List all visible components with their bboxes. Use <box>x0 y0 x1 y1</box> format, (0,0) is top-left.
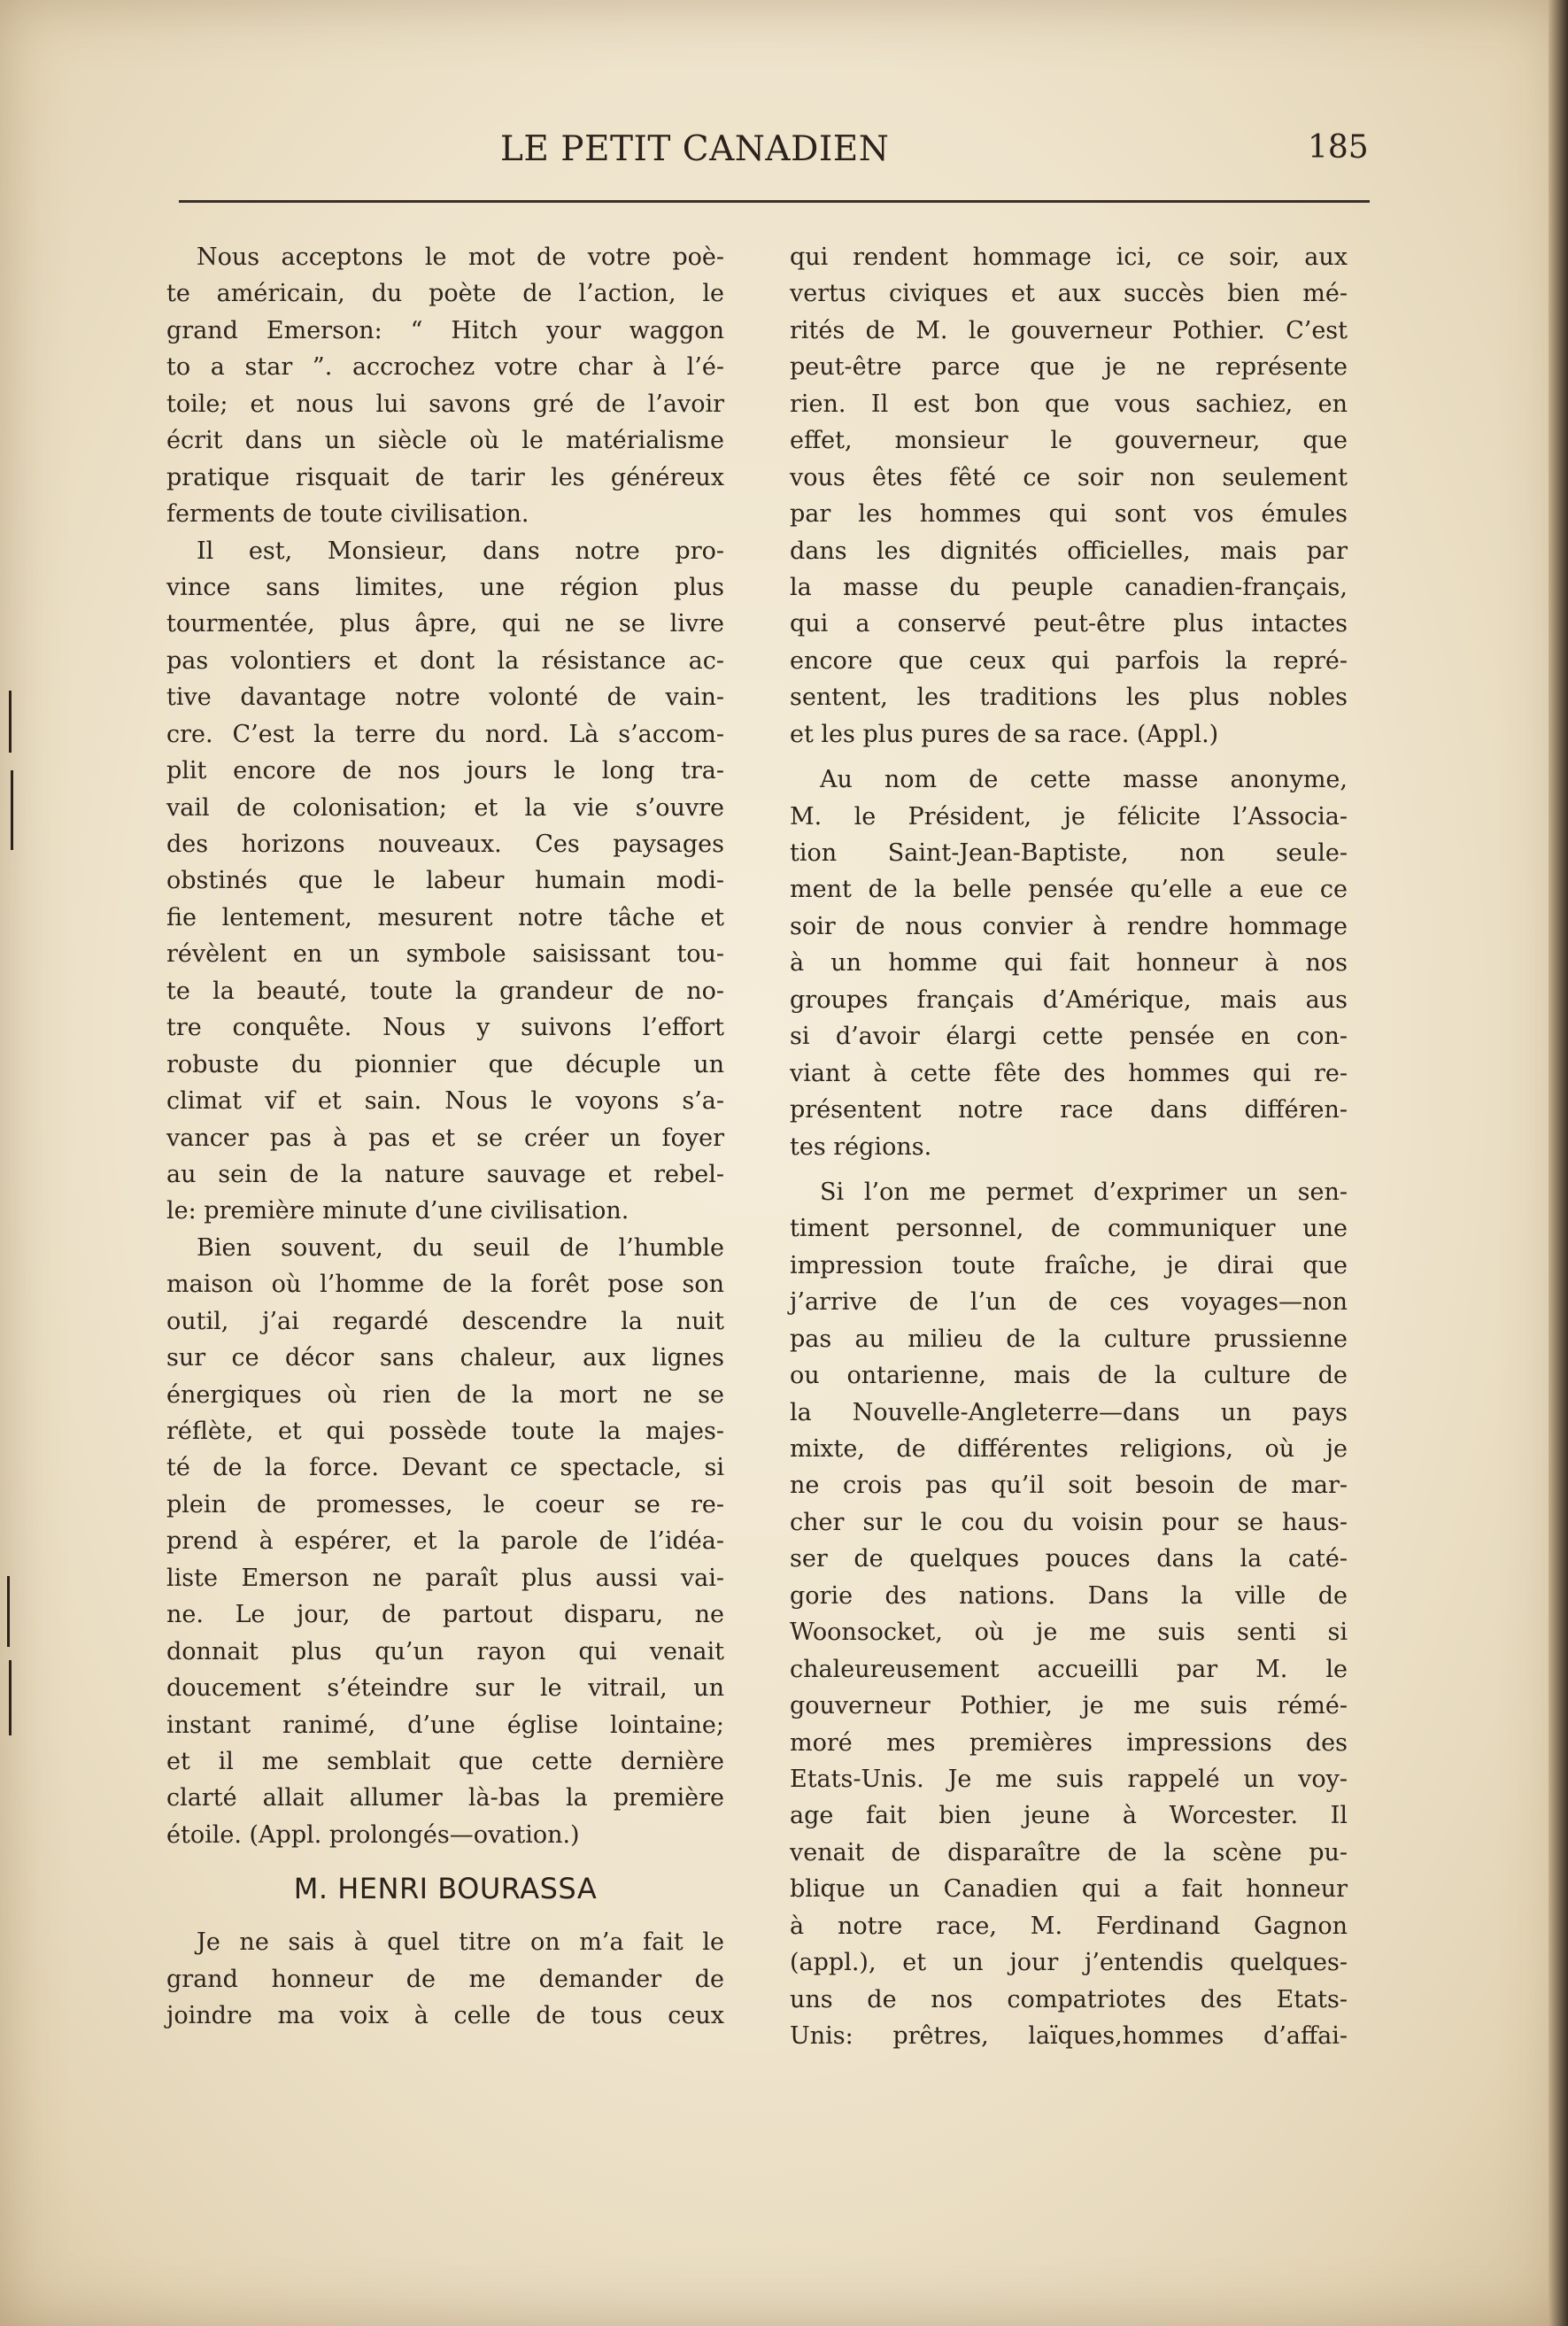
text-line: Bien souvent, du seuil de l’humble <box>197 1233 724 1262</box>
text-line: clarté allait allumer là-bas la première <box>166 1784 724 1812</box>
text-line: M. le Président, je félicite l’Associa- <box>790 802 1348 831</box>
text-line: groupes français d’Amérique, mais aus <box>790 985 1348 1014</box>
text-line: tourmentée, plus âpre, qui ne se livre <box>166 610 724 638</box>
text-line: si d’avoir élargi cette pensée en con- <box>790 1023 1348 1051</box>
text-line: j’arrive de l’un de ces voyages—non <box>790 1288 1348 1317</box>
paragraph <box>166 1230 724 1853</box>
text-line: qui a conservé peut-être plus intactes <box>790 610 1348 638</box>
text-line: joindre ma voix à celle de tous ceux <box>166 2002 724 2030</box>
paragraph <box>166 1924 724 2034</box>
text-line: à un homme qui fait honneur à nos <box>790 949 1348 978</box>
paragraph <box>166 239 724 533</box>
text-line: au sein de la nature sauvage et rebel- <box>166 1160 724 1188</box>
text-line: prend à espérer, et la parole de l’idéa- <box>166 1527 724 1556</box>
text-line: ne. Le jour, de partout disparu, ne <box>166 1601 724 1629</box>
text-line: le: première minute d’une civilisation. <box>166 1197 630 1225</box>
text-line: tive davantage notre volonté de vain- <box>166 684 724 712</box>
text-line: Nous acceptons le mot de votre poè- <box>197 243 724 271</box>
text-line: et les plus pures de sa race. (Appl.) <box>790 720 1219 748</box>
text-line: doucement s’éteindre sur le vitrail, un <box>166 1674 724 1703</box>
text-line: plein de promesses, le coeur se re- <box>166 1490 724 1518</box>
paragraph <box>790 1174 1348 2055</box>
text-line: to a star ”. accrochez votre char à l’é- <box>166 353 724 382</box>
paragraph <box>166 533 724 1230</box>
text-line: plit encore de nos jours le long tra- <box>166 757 724 785</box>
text-line: age fait bien jeune à Worcester. Il <box>790 1802 1348 1830</box>
text-line: et il me semblait que cette dernière <box>166 1747 724 1775</box>
text-line: qui rendent hommage ici, ce soir, aux <box>790 243 1348 271</box>
text-line: présentent notre race dans différen- <box>790 1096 1348 1124</box>
text-line: tion Saint-Jean-Baptiste, non seule- <box>790 839 1348 867</box>
text-line: pas volontiers et dont la résistance ac- <box>166 646 724 675</box>
running-title: LE PETIT CANADIEN <box>500 129 890 169</box>
text-line: uns de nos compatriotes des Etats- <box>790 1985 1348 2013</box>
text-line: tre conquête. Nous y suivons l’effort <box>166 1014 724 1042</box>
text-line: viant à cette fête des hommes qui re- <box>790 1059 1348 1087</box>
page-edge-shadow <box>1549 0 1568 2326</box>
text-line: la Nouvelle-Angleterre—dans un pays <box>790 1398 1348 1426</box>
text-line: Woonsocket, où je me suis senti si <box>790 1619 1348 1647</box>
paragraph <box>790 761 1348 1165</box>
text-line: venait de disparaître de la scène pu- <box>790 1838 1348 1866</box>
text-line: réflète, et qui possède toute la majes- <box>166 1418 724 1445</box>
text-line: ser de quelques pouces dans la caté- <box>790 1545 1348 1573</box>
text-line: ou ontarienne, mais de la culture de <box>790 1362 1348 1390</box>
text-line: des horizons nouveaux. Ces paysages <box>166 831 724 858</box>
text-line: gouverneur Pothier, je me suis rémé- <box>790 1692 1348 1720</box>
text-line: rien. Il est bon que vous sachiez, en <box>790 390 1348 418</box>
text-line: par les hommes qui sont vos émules <box>790 500 1348 529</box>
text-line: ne crois pas qu’il soit besoin de mar- <box>790 1472 1348 1500</box>
text-line: maison où l’homme de la forêt pose son <box>166 1271 724 1299</box>
text-line: révèlent en un symbole saisissant tou- <box>166 940 724 969</box>
section-heading: M. HENRI BOURASSA <box>293 1872 598 1906</box>
text-line: sentent, les traditions les plus nobles <box>790 684 1348 712</box>
text-line: encore que ceux qui parfois la repré- <box>790 646 1348 675</box>
text-line: Il est, Monsieur, dans notre pro- <box>197 537 724 565</box>
margin-mark <box>7 1576 10 1647</box>
margin-mark <box>9 1660 12 1735</box>
text-line: Si l’on me permet d’exprimer un sen- <box>820 1178 1348 1206</box>
text-line: vertus civiques et aux succès bien mé- <box>790 280 1348 308</box>
text-line: effet, monsieur le gouverneur, que <box>790 427 1348 455</box>
text-line: (appl.), et un jour j’entendis quelques- <box>790 1949 1348 1977</box>
running-head <box>0 129 1568 182</box>
text-line: liste Emerson ne paraît plus aussi vai- <box>166 1564 724 1592</box>
text-line: Je ne sais à quel titre on m’a fait le <box>197 1928 724 1957</box>
text-line: robuste du pionnier que décuple un <box>166 1050 724 1078</box>
text-line: soir de nous convier à rendre hommage <box>790 912 1348 940</box>
text-line: cre. C’est la terre du nord. Là s’accom- <box>166 720 724 748</box>
paragraph-gap <box>790 753 1348 761</box>
text-line: te américain, du poète de l’action, le <box>166 280 724 308</box>
text-line: Au nom de cette masse anonyme, <box>820 766 1348 794</box>
text-line: mixte, de différentes religions, où je <box>790 1435 1348 1463</box>
text-line: timent personnel, de communiquer une <box>790 1215 1348 1243</box>
text-line: toile; et nous lui savons gré de l’avoir <box>166 390 724 418</box>
margin-mark <box>11 770 13 850</box>
text-line: grand Emerson: “ Hitch your waggon <box>166 316 724 344</box>
text-line: ferments de toute civilisation. <box>166 500 529 529</box>
text-line: étoile. (Appl. prolongés—ovation.) <box>166 1820 580 1849</box>
text-line: gorie des nations. Dans la ville de <box>790 1581 1348 1610</box>
text-line: donnait plus qu’un rayon qui venait <box>166 1637 724 1665</box>
text-line: écrit dans un siècle où le matérialisme <box>166 427 724 455</box>
text-line: sur ce décor sans chaleur, aux lignes <box>166 1344 724 1372</box>
text-line: pas au milieu de la culture prussienne <box>790 1325 1348 1353</box>
text-line: cher sur le cou du voisin pour se haus- <box>790 1508 1348 1536</box>
text-line: impression toute fraîche, je dirai que <box>790 1251 1348 1279</box>
text-line: outil, j’ai regardé descendre la nuit <box>166 1307 724 1335</box>
text-line: ment de la belle pensée qu’elle a eue ce <box>790 876 1348 904</box>
text-line: te la beauté, toute la grandeur de no- <box>166 977 724 1005</box>
text-line: grand honneur de me demander de <box>166 1965 724 1993</box>
header-rule <box>179 200 1370 203</box>
text-line: vancer pas à pas et se créer un foyer <box>166 1124 724 1152</box>
text-line: vous êtes fêté ce soir non seulement <box>790 463 1348 491</box>
paragraph-gap <box>790 1165 1348 1174</box>
text-line: instant ranimé, d’une église lointaine; <box>166 1711 724 1739</box>
left-column <box>166 239 724 2035</box>
text-line: rités de M. le gouverneur Pothier. C’est <box>790 316 1348 344</box>
text-line: la masse du peuple canadien-français, <box>790 573 1348 601</box>
text-line: tes régions. <box>790 1132 932 1161</box>
page-number: 185 <box>1308 129 1369 166</box>
text-line: énergiques où rien de la mort ne se <box>166 1380 724 1409</box>
text-line: blique un Canadien qui a fait honneur <box>790 1875 1348 1904</box>
text-line: vail de colonisation; et la vie s’ouvre <box>166 793 724 822</box>
text-line: té de la force. Devant ce spectacle, si <box>166 1454 724 1482</box>
text-line: vince sans limites, une région plus <box>166 573 724 601</box>
text-line: climat vif et sain. Nous le voyons s’a- <box>166 1087 724 1116</box>
text-line: à notre race, M. Ferdinand Gagnon <box>790 1912 1348 1940</box>
paragraph <box>790 239 1348 753</box>
right-column <box>790 239 1348 2054</box>
text-line: chaleureusement accueilli par M. le <box>790 1655 1348 1683</box>
text-line: Etats-Unis. Je me suis rappelé un voy- <box>790 1765 1348 1793</box>
margin-mark <box>9 691 12 753</box>
text-line: pratique risquait de tarir les généreux <box>166 463 724 491</box>
text-line: moré mes premières impressions des <box>790 1728 1348 1757</box>
text-line: dans les dignités officielles, mais par <box>790 537 1348 565</box>
text-line: peut-être parce que je ne représente <box>790 353 1348 382</box>
text-line: obstinés que le labeur humain modi- <box>166 867 724 895</box>
text-line: Unis: prêtres, laïques,hommes d’affai- <box>790 2022 1348 2050</box>
text-line: fie lentement, mesurent notre tâche et <box>166 903 724 931</box>
